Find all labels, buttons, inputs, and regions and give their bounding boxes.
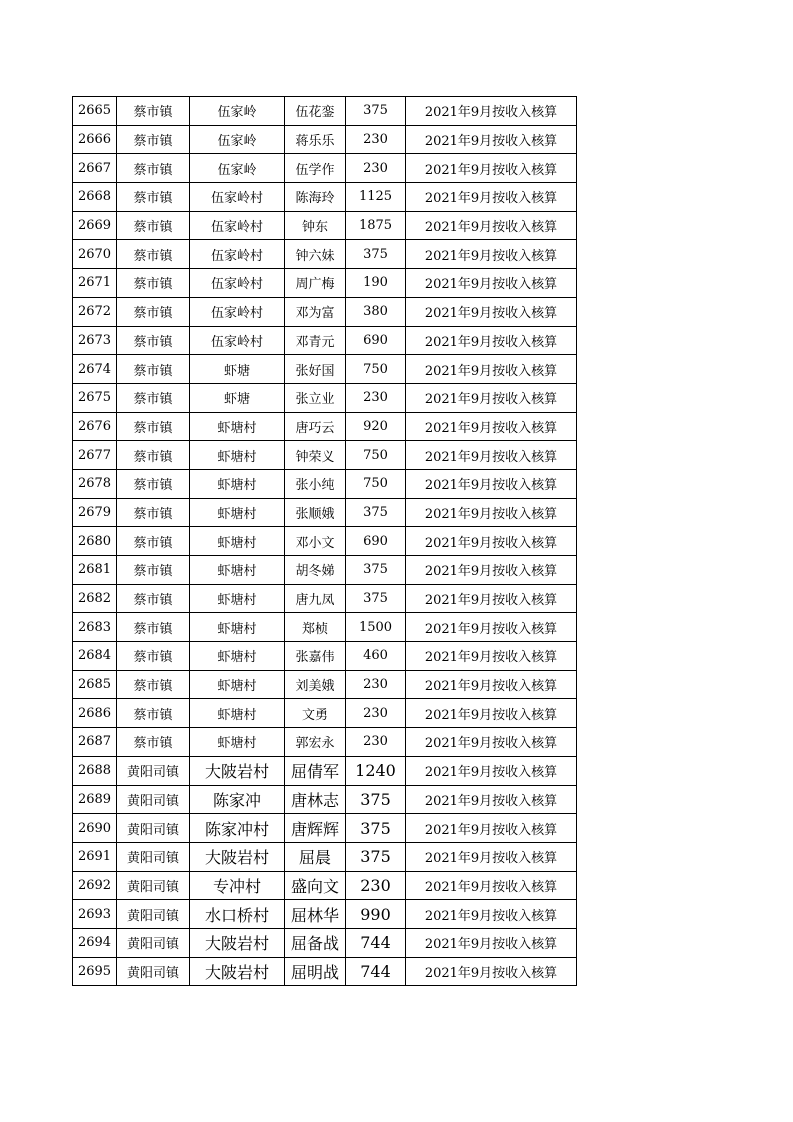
name-cell: 张立业	[285, 383, 346, 412]
amount-cell: 750	[346, 469, 406, 498]
village-cell: 伍家岭	[190, 97, 285, 126]
village-cell: 伍家岭村	[190, 240, 285, 269]
town-cell: 蔡市镇	[117, 211, 190, 240]
name-cell: 屈倩军	[285, 756, 346, 785]
name-cell: 张顺娥	[285, 498, 346, 527]
row-number-cell: 2695	[73, 957, 117, 986]
amount-cell: 375	[346, 556, 406, 585]
amount-cell: 230	[346, 125, 406, 154]
town-cell: 蔡市镇	[117, 297, 190, 326]
town-cell: 蔡市镇	[117, 498, 190, 527]
village-cell: 虾塘村	[190, 412, 285, 441]
table-body	[73, 97, 577, 986]
row-number-cell: 2692	[73, 871, 117, 900]
name-cell: 唐辉辉	[285, 814, 346, 843]
town-cell: 蔡市镇	[117, 556, 190, 585]
name-cell: 邓青元	[285, 326, 346, 355]
town-cell: 蔡市镇	[117, 584, 190, 613]
town-cell: 蔡市镇	[117, 125, 190, 154]
name-cell: 伍学作	[285, 154, 346, 183]
village-cell: 虾塘村	[190, 527, 285, 556]
note-cell: 2021年9月按收入核算	[406, 297, 577, 326]
note-cell: 2021年9月按收入核算	[406, 871, 577, 900]
note-cell: 2021年9月按收入核算	[406, 670, 577, 699]
table-row	[73, 556, 577, 585]
name-cell: 唐林志	[285, 785, 346, 814]
row-number-cell: 2667	[73, 154, 117, 183]
village-cell: 虾塘村	[190, 728, 285, 757]
table-row	[73, 183, 577, 212]
row-number-cell: 2676	[73, 412, 117, 441]
table-row	[73, 240, 577, 269]
row-number-cell: 2672	[73, 297, 117, 326]
note-cell: 2021年9月按收入核算	[406, 756, 577, 785]
town-cell: 蔡市镇	[117, 97, 190, 126]
note-cell: 2021年9月按收入核算	[406, 355, 577, 384]
table-row	[73, 928, 577, 957]
table-row	[73, 642, 577, 671]
town-cell: 蔡市镇	[117, 412, 190, 441]
row-number-cell: 2688	[73, 756, 117, 785]
amount-cell: 375	[346, 785, 406, 814]
village-cell: 虾塘	[190, 355, 285, 384]
village-cell: 虾塘	[190, 383, 285, 412]
village-cell: 专冲村	[190, 871, 285, 900]
name-cell: 屈备战	[285, 928, 346, 957]
note-cell: 2021年9月按收入核算	[406, 326, 577, 355]
town-cell: 蔡市镇	[117, 183, 190, 212]
town-cell: 黄阳司镇	[117, 785, 190, 814]
table-row	[73, 297, 577, 326]
village-cell: 大陂岩村	[190, 756, 285, 785]
note-cell: 2021年9月按收入核算	[406, 240, 577, 269]
table-row	[73, 383, 577, 412]
town-cell: 蔡市镇	[117, 728, 190, 757]
amount-cell: 230	[346, 670, 406, 699]
name-cell: 文勇	[285, 699, 346, 728]
town-cell: 蔡市镇	[117, 670, 190, 699]
table-row	[73, 527, 577, 556]
name-cell: 郭宏永	[285, 728, 346, 757]
row-number-cell: 2694	[73, 928, 117, 957]
village-cell: 伍家岭村	[190, 183, 285, 212]
village-cell: 伍家岭村	[190, 269, 285, 298]
note-cell: 2021年9月按收入核算	[406, 441, 577, 470]
town-cell: 蔡市镇	[117, 383, 190, 412]
village-cell: 虾塘村	[190, 642, 285, 671]
village-cell: 虾塘村	[190, 699, 285, 728]
amount-cell: 230	[346, 383, 406, 412]
row-number-cell: 2666	[73, 125, 117, 154]
name-cell: 唐巧云	[285, 412, 346, 441]
note-cell: 2021年9月按收入核算	[406, 785, 577, 814]
town-cell: 蔡市镇	[117, 642, 190, 671]
table-row	[73, 842, 577, 871]
amount-cell: 230	[346, 871, 406, 900]
town-cell: 蔡市镇	[117, 441, 190, 470]
row-number-cell: 2671	[73, 269, 117, 298]
table-row	[73, 756, 577, 785]
amount-cell: 460	[346, 642, 406, 671]
amount-cell: 744	[346, 957, 406, 986]
name-cell: 郑桢	[285, 613, 346, 642]
name-cell: 唐九凤	[285, 584, 346, 613]
row-number-cell: 2680	[73, 527, 117, 556]
town-cell: 黄阳司镇	[117, 928, 190, 957]
amount-cell: 375	[346, 97, 406, 126]
row-number-cell: 2687	[73, 728, 117, 757]
note-cell: 2021年9月按收入核算	[406, 469, 577, 498]
amount-cell: 1240	[346, 756, 406, 785]
town-cell: 蔡市镇	[117, 355, 190, 384]
name-cell: 刘美娥	[285, 670, 346, 699]
town-cell: 蔡市镇	[117, 699, 190, 728]
name-cell: 陈海玲	[285, 183, 346, 212]
table-row	[73, 97, 577, 126]
name-cell: 钟六妹	[285, 240, 346, 269]
town-cell: 蔡市镇	[117, 527, 190, 556]
name-cell: 钟东	[285, 211, 346, 240]
note-cell: 2021年9月按收入核算	[406, 642, 577, 671]
row-number-cell: 2685	[73, 670, 117, 699]
amount-cell: 750	[346, 441, 406, 470]
note-cell: 2021年9月按收入核算	[406, 383, 577, 412]
note-cell: 2021年9月按收入核算	[406, 814, 577, 843]
table-row	[73, 355, 577, 384]
table-row	[73, 125, 577, 154]
name-cell: 屈晨	[285, 842, 346, 871]
amount-cell: 690	[346, 326, 406, 355]
note-cell: 2021年9月按收入核算	[406, 900, 577, 929]
amount-cell: 744	[346, 928, 406, 957]
row-number-cell: 2693	[73, 900, 117, 929]
name-cell: 邓为富	[285, 297, 346, 326]
note-cell: 2021年9月按收入核算	[406, 556, 577, 585]
town-cell: 蔡市镇	[117, 154, 190, 183]
town-cell: 黄阳司镇	[117, 957, 190, 986]
village-cell: 伍家岭村	[190, 211, 285, 240]
row-number-cell: 2677	[73, 441, 117, 470]
amount-cell: 230	[346, 699, 406, 728]
amount-cell: 1125	[346, 183, 406, 212]
table-row	[73, 871, 577, 900]
amount-cell: 380	[346, 297, 406, 326]
table-row	[73, 441, 577, 470]
row-number-cell: 2668	[73, 183, 117, 212]
name-cell: 邓小文	[285, 527, 346, 556]
table-row	[73, 613, 577, 642]
table-row	[73, 728, 577, 757]
note-cell: 2021年9月按收入核算	[406, 125, 577, 154]
village-cell: 虾塘村	[190, 498, 285, 527]
note-cell: 2021年9月按收入核算	[406, 699, 577, 728]
amount-cell: 230	[346, 154, 406, 183]
row-number-cell: 2691	[73, 842, 117, 871]
village-cell: 虾塘村	[190, 556, 285, 585]
table-row	[73, 670, 577, 699]
name-cell: 胡冬娣	[285, 556, 346, 585]
table-row	[73, 469, 577, 498]
village-cell: 陈家冲村	[190, 814, 285, 843]
row-number-cell: 2670	[73, 240, 117, 269]
town-cell: 黄阳司镇	[117, 756, 190, 785]
village-cell: 虾塘村	[190, 584, 285, 613]
note-cell: 2021年9月按收入核算	[406, 97, 577, 126]
village-cell: 虾塘村	[190, 613, 285, 642]
note-cell: 2021年9月按收入核算	[406, 613, 577, 642]
amount-cell: 230	[346, 728, 406, 757]
village-cell: 水口桥村	[190, 900, 285, 929]
name-cell: 张嘉伟	[285, 642, 346, 671]
town-cell: 黄阳司镇	[117, 814, 190, 843]
table-row	[73, 957, 577, 986]
village-cell: 伍家岭	[190, 125, 285, 154]
amount-cell: 690	[346, 527, 406, 556]
table-row	[73, 814, 577, 843]
row-number-cell: 2675	[73, 383, 117, 412]
amount-cell: 375	[346, 240, 406, 269]
row-number-cell: 2681	[73, 556, 117, 585]
town-cell: 蔡市镇	[117, 326, 190, 355]
row-number-cell: 2665	[73, 97, 117, 126]
village-cell: 虾塘村	[190, 469, 285, 498]
table-row	[73, 326, 577, 355]
village-cell: 大陂岩村	[190, 842, 285, 871]
row-number-cell: 2684	[73, 642, 117, 671]
note-cell: 2021年9月按收入核算	[406, 728, 577, 757]
name-cell: 屈明战	[285, 957, 346, 986]
note-cell: 2021年9月按收入核算	[406, 412, 577, 441]
village-cell: 伍家岭村	[190, 326, 285, 355]
table-row	[73, 584, 577, 613]
amount-cell: 375	[346, 498, 406, 527]
town-cell: 蔡市镇	[117, 613, 190, 642]
village-cell: 陈家冲	[190, 785, 285, 814]
note-cell: 2021年9月按收入核算	[406, 211, 577, 240]
table-row	[73, 785, 577, 814]
row-number-cell: 2669	[73, 211, 117, 240]
village-cell: 虾塘村	[190, 670, 285, 699]
name-cell: 屈林华	[285, 900, 346, 929]
row-number-cell: 2682	[73, 584, 117, 613]
table-row	[73, 699, 577, 728]
village-cell: 伍家岭	[190, 154, 285, 183]
town-cell: 蔡市镇	[117, 269, 190, 298]
amount-cell: 375	[346, 584, 406, 613]
table-row	[73, 269, 577, 298]
row-number-cell: 2690	[73, 814, 117, 843]
note-cell: 2021年9月按收入核算	[406, 527, 577, 556]
row-number-cell: 2683	[73, 613, 117, 642]
row-number-cell: 2678	[73, 469, 117, 498]
amount-cell: 375	[346, 814, 406, 843]
row-number-cell: 2686	[73, 699, 117, 728]
amount-cell: 375	[346, 842, 406, 871]
amount-cell: 990	[346, 900, 406, 929]
note-cell: 2021年9月按收入核算	[406, 183, 577, 212]
name-cell: 盛向文	[285, 871, 346, 900]
village-cell: 大陂岩村	[190, 957, 285, 986]
amount-cell: 190	[346, 269, 406, 298]
name-cell: 张好国	[285, 355, 346, 384]
village-cell: 虾塘村	[190, 441, 285, 470]
name-cell: 蒋乐乐	[285, 125, 346, 154]
note-cell: 2021年9月按收入核算	[406, 154, 577, 183]
row-number-cell: 2674	[73, 355, 117, 384]
amount-cell: 920	[346, 412, 406, 441]
name-cell: 周广梅	[285, 269, 346, 298]
town-cell: 蔡市镇	[117, 240, 190, 269]
row-number-cell: 2689	[73, 785, 117, 814]
village-cell: 大陂岩村	[190, 928, 285, 957]
note-cell: 2021年9月按收入核算	[406, 498, 577, 527]
note-cell: 2021年9月按收入核算	[406, 957, 577, 986]
amount-cell: 750	[346, 355, 406, 384]
name-cell: 钟荣义	[285, 441, 346, 470]
table-row	[73, 900, 577, 929]
data-table	[72, 96, 577, 986]
amount-cell: 1875	[346, 211, 406, 240]
town-cell: 黄阳司镇	[117, 900, 190, 929]
town-cell: 蔡市镇	[117, 469, 190, 498]
note-cell: 2021年9月按收入核算	[406, 584, 577, 613]
row-number-cell: 2679	[73, 498, 117, 527]
name-cell: 张小纯	[285, 469, 346, 498]
table-row	[73, 211, 577, 240]
table-row	[73, 498, 577, 527]
town-cell: 黄阳司镇	[117, 842, 190, 871]
note-cell: 2021年9月按收入核算	[406, 842, 577, 871]
town-cell: 黄阳司镇	[117, 871, 190, 900]
amount-cell: 1500	[346, 613, 406, 642]
table-row	[73, 154, 577, 183]
note-cell: 2021年9月按收入核算	[406, 269, 577, 298]
village-cell: 伍家岭村	[190, 297, 285, 326]
table-row	[73, 412, 577, 441]
name-cell: 伍花銮	[285, 97, 346, 126]
note-cell: 2021年9月按收入核算	[406, 928, 577, 957]
row-number-cell: 2673	[73, 326, 117, 355]
